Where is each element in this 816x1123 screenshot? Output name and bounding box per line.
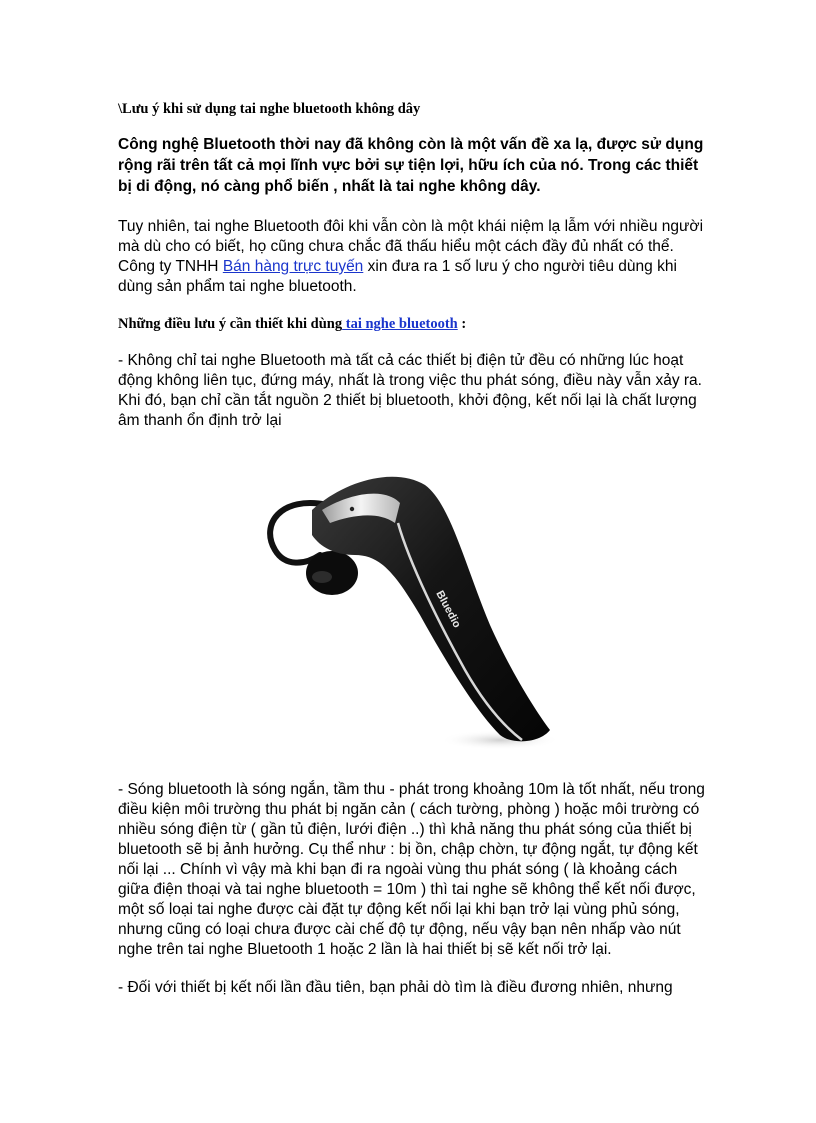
document-continuation [118,780,708,1016]
document-title: \Lưu ý khi sử dụng tai nghe bluetooth không dây [118,101,421,117]
section-heading-colon: : [457,316,467,332]
point-first-connection: - Đối với thiết bị kết nối lần đầu tiên, bạn phải dò tìm là điều đương nhiên, nhưng [118,979,673,996]
product-image [250,455,570,765]
company-link[interactable]: Bán hàng trực tuyến [222,258,364,275]
paragraph-company [118,217,708,297]
earbud-speaker [312,571,332,583]
point-range: - Sóng bluetooth là sóng ngắn, tầm thu - phát trong khoảng 10m là tốt nhất, nếu trong điều kiện môi trường thu phát bị ngăn cản ( cách tường, phòng ) hoặc môi trường có nhiều sóng điện từ ( gần tủ điện, lưới điện ..) thì khả năng thu phát sóng của thiết bị bluetooth sẽ bị ảnh hưởng. Cụ thể như : bị ồn, chập chờn, tự động ngắt, tự động kết nối lại ... Chính vì vậy mà khi bạn đi ra ngoài vùng thu phát sóng ( là khoảng cách giữa điện thoại và tai nghe bluetooth = 10m ) thì tai nghe sẽ không thể kết nối được, một số loại tai nghe được cài đặt tự động kết nối lại khi bạn trở lại vùng phủ sóng, nhưng cũng có loại chưa được cài chế độ tự động, nếu vậy bạn nên nhấp vào nút nghe trên tai nghe Bluetooth 1 hoặc 2 lần là hai thiết bị sẽ kết nối trở lại. [118,781,705,958]
section-heading [118,315,708,333]
intro-paragraph: Công nghệ Bluetooth thời nay đã không còn là một vấn đề xa lạ, được sử dụng rộng rãi trên tất cả mọi lĩnh vực bởi sự tiện lợi, hữu ích của nó. Trong các thiết bị di động, nó càng phổ biến , nhất là tai nghe không dây. [118,136,704,195]
brand-label: Bluedio [433,588,463,631]
led-indicator [350,507,354,511]
headset-link[interactable]: tai nghe bluetooth [342,316,458,332]
paragraph-company-text-b: xin đưa ra 1 số lưu ý cho người tiêu dùng khi dùng sản phẩm tai nghe bluetooth. [118,258,677,295]
document-page [118,100,708,449]
bluetooth-headset-image [250,455,570,765]
paragraph-company-text-a: Tuy nhiên, tai nghe Bluetooth đôi khi vẫn còn là một khái niệm lạ lẫm với nhiều người mà dù cho có biết, họ cũng chưa chắc đã thấu hiểu một cách đầy đủ nhất có thể. Công ty TNHH [118,218,704,275]
point-restart: - Không chỉ tai nghe Bluetooth mà tất cả các thiết bị điện tử đều có những lúc hoạt động không liên tục, đứng máy, nhất là trong việc thu phát sóng, điều này vẫn xảy ra. Khi đó, bạn chỉ cần tắt nguồn 2 thiết bị bluetooth, khởi động, kết nối lại là chất lượng âm thanh ổn định trở lại [118,352,702,429]
earbud [306,551,358,595]
section-heading-text: Những điều lưu ý cần thiết khi dùng [118,316,343,332]
